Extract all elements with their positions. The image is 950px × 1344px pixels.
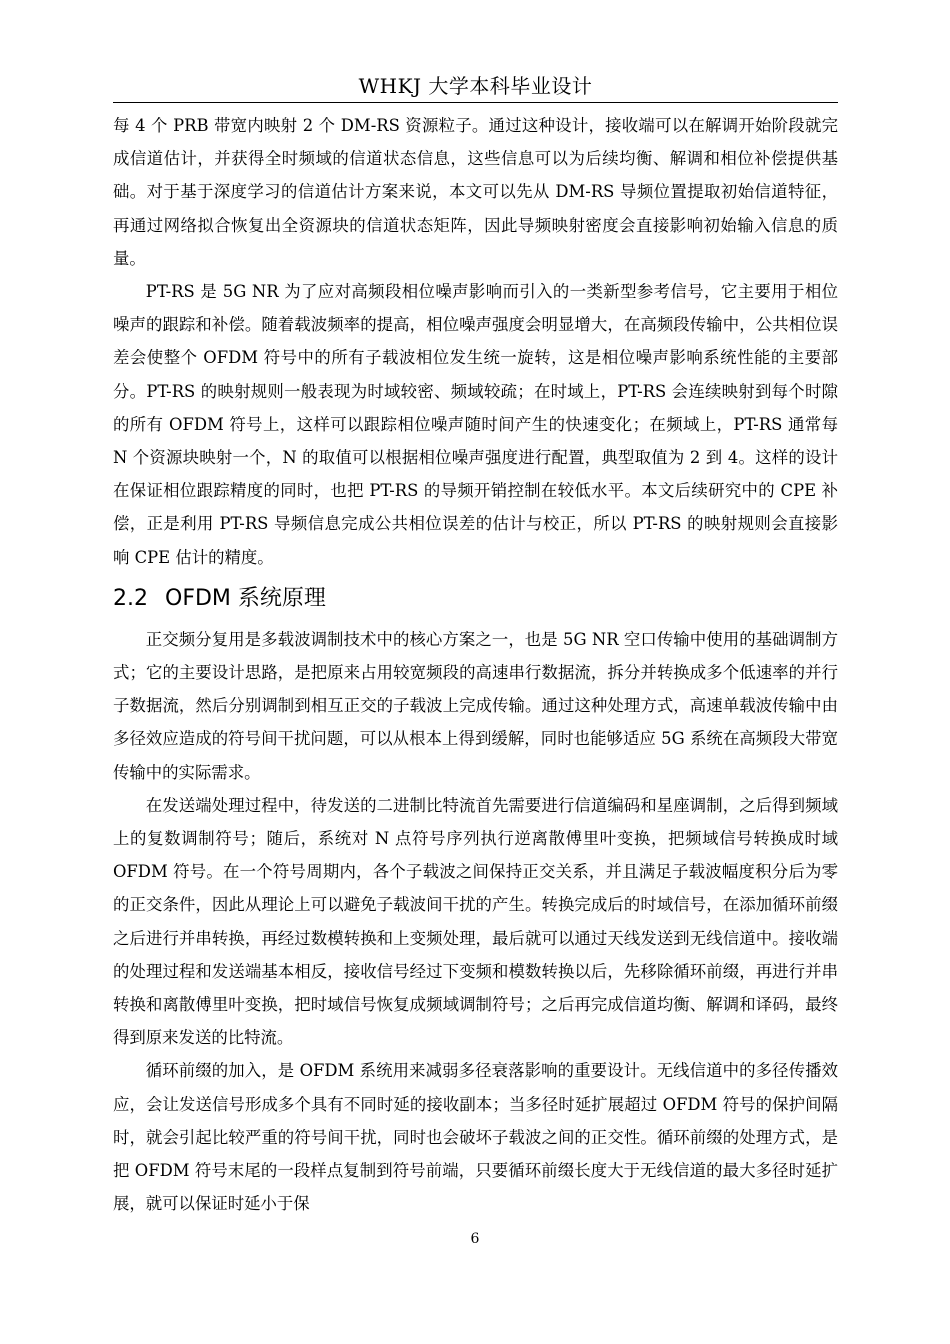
paragraph-cyclic-prefix: 循环前缀的加入，是 OFDM 系统用来减弱多径衰落影响的重要设计。无线信道中的多径传播效应，会让发送信号形成多个具有不同时延的接收副本；当多径时延扩展超过 OFDM 符号的保护间隔时，就会引起比较严重的符号间干扰，同时也会破坏子载波之间的正交性。循环前缀的处理方式，是把 OFDM 符号末尾的一段样点复制到符号前端，只要循环前缀长度大于无线信道的最大多径时延扩展，就可以保证时延小于保 bbox=[113, 1061, 838, 1214]
section-title: OFDM 系统原理 bbox=[165, 585, 326, 611]
paragraph-ofdm-process: 在发送端处理过程中，待发送的二进制比特流首先需要进行信道编码和星座调制，之后得到频域上的复数调制符号；随后，系统对 N 点符号序列执行逆离散傅里叶变换，把频域信号转换成时域 OFDM 符号。在一个符号周期内，各个子载波之间保持正交关系，并且满足子载波幅度积分后为零的正交条件，因此从理论上可以避免子载波间干扰的产生。转换完成后的时域信号，在添加循环前缀之后进行并串转换，再经过数模转换和上变频处理，最后就可以通过天线发送到无线信道中。接收端的处理过程和发送端基本相反，接收信号经过下变频和模数转换以后，先移除循环前缀，再进行并串转换和离散傅里叶变换，把时域信号恢复成频域调制符号；之后再完成信道均衡、解调和译码，最终得到原来发送的比特流。 bbox=[113, 795, 838, 1048]
page-body bbox=[113, 109, 838, 1221]
section-heading bbox=[113, 582, 838, 616]
paragraph-dmrs-mapping: 每 4 个 PRB 带宽内映射 2 个 DM-RS 资源粒子。通过这种设计，接收端可以在解调开始阶段就完成信道估计，并获得全时频域的信道状态信息，这些信息可以为后续均衡、解调和相位补偿提供基础。对于基于深度学习的信道估计方案来说，本文可以先从 DM-RS 导频位置提取初始信道特征，再通过网络拟合恢复出全资源块的信道状态矩阵，因此导频映射密度会直接影响初始输入信息的质量。 bbox=[113, 116, 838, 268]
paragraph-ofdm-intro: 正交频分复用是多载波调制技术中的核心方案之一，也是 5G NR 空口传输中使用的基础调制方式；它的主要设计思路，是把原来占用较宽频段的高速串行数据流，拆分并转换成多个低速率的并行子数据流，然后分别调制到相互正交的子载波上完成传输。通过这种处理方式，高速单载波传输中由多径效应造成的符号间干扰问题，可以从根本上得到缓解，同时也能够适应 5G 系统在高频段大带宽传输中的实际需求。 bbox=[113, 629, 838, 782]
paragraph-ptrs: PT-RS 是 5G NR 为了应对高频段相位噪声影响而引入的一类新型参考信号，它主要用于相位噪声的跟踪和补偿。随着载波频率的提高，相位噪声强度会明显增大，在高频段传输中，公共相位误差会使整个 OFDM 符号中的所有子载波相位发生统一旋转，这是相位噪声影响系统性能的主要部分。PT-RS 的映射规则一般表现为时域较密、频域较疏；在时域上，PT-RS 会连续映射到每个时隙的所有 OFDM 符号上，这样可以跟踪相位噪声随时间产生的快速变化；在频域上，PT-RS 通常每 N 个资源块映射一个，N 的取值可以根据相位噪声强度进行配置，典型取值为 2 到 4。这样的设计在保证相位跟踪精度的同时，也把 PT-RS 的导频开销控制在较低水平。本文后续研究中的 CPE 补偿，正是利用 PT-RS 导频信息完成公共相位误差的估计与校正，所以 PT-RS 的映射规则会直接影响 CPE 估计的精度。 bbox=[113, 282, 838, 567]
header-title: WHKJ 大学本科毕业设计 bbox=[358, 74, 593, 98]
section-number: 2.2 bbox=[113, 585, 148, 611]
page-number: 6 bbox=[470, 1231, 480, 1247]
page-header bbox=[113, 72, 838, 103]
